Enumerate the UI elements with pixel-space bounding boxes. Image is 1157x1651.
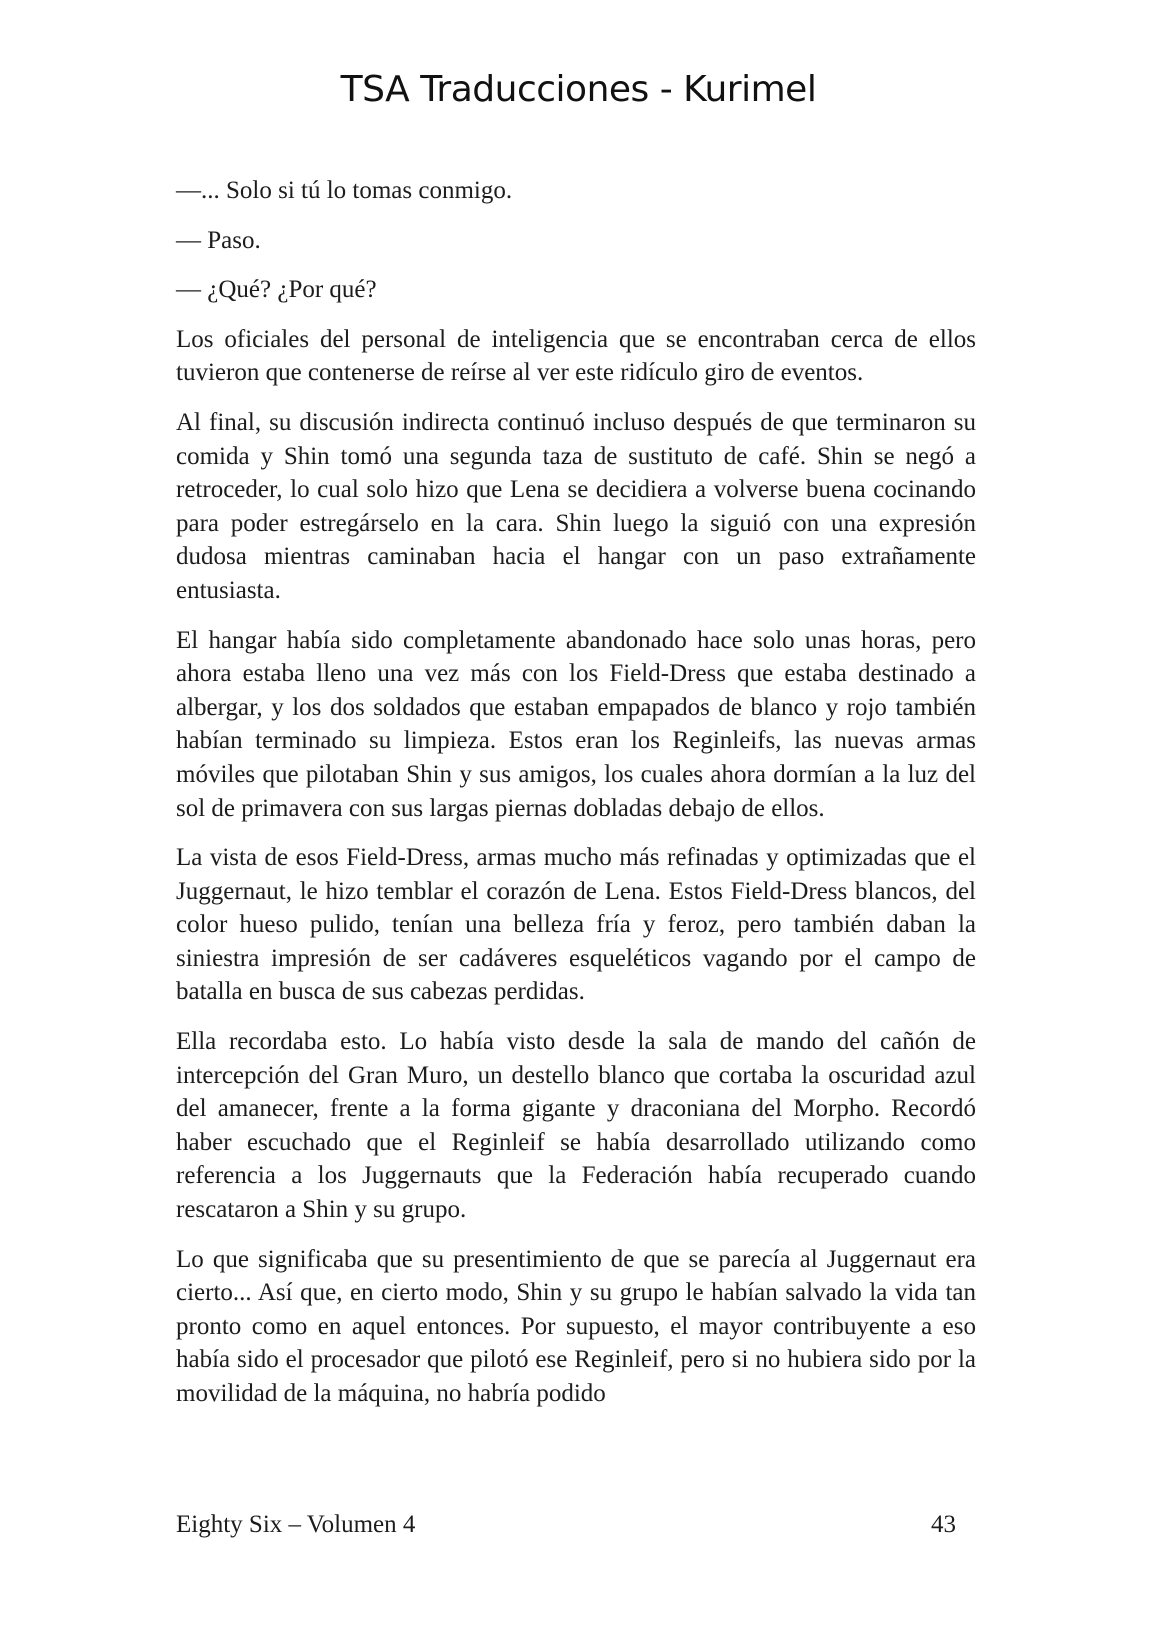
paragraph-memory: Ella recordaba esto. Lo había visto desde la sala de mando del cañón de intercepción del Gran Muro, un destello blanco que cortaba la oscuridad azul del amanecer, frente a la forma gigante y draconiana del Morpho. Recordó haber escuchado que el Reginleif se había desarrollado utilizando como referencia a los Juggernauts que la Federación había recuperado cuando rescataron a Shin y su grupo. <box>176 1028 976 1224</box>
paragraph-dialogue-3: — ¿Qué? ¿Por qué? <box>176 276 377 304</box>
footer-page-number: 43 <box>931 1511 956 1538</box>
body-text <box>176 174 976 1427</box>
paragraph-officials: Los oficiales del personal de inteligencia que se encontraban cerca de ellos tuvieron que contenerse de reírse al ver este ridículo giro de eventos. <box>176 325 976 387</box>
page-header-title: TSA Traducciones - Kurimel <box>340 69 817 110</box>
paragraph-dialogue-2: — Paso. <box>176 226 261 254</box>
paragraph-presentiment: Lo que significaba que su presentimiento de que se parecía al Juggernaut era cierto... Así que, en cierto modo, Shin y su grupo le habían salvado la vida tan pronto como en aquel entonces. Por supuesto, el mayor contribuyente a eso había sido el procesador que pilotó ese Reginleif, pero si no hubiera sido por la movilidad de la máquina, no habría podido <box>176 1245 976 1407</box>
footer-volume-title: Eighty Six – Volumen 4 <box>176 1511 416 1538</box>
paragraph-field-dress: La vista de esos Field-Dress, armas mucho más refinadas y optimizadas que el Juggernaut, le hizo temblar el corazón de Lena. Estos Field-Dress blancos, del color hueso pulido, tenían una belleza fría y feroz, pero también daban la siniestra impresión de ser cadáveres esqueléticos vagando por el campo de batalla en busca de sus cabezas perdidas. <box>176 844 976 1006</box>
paragraph-dialogue-1: —... Solo si tú lo tomas conmigo. <box>176 177 513 204</box>
paragraph-hangar: El hangar había sido completamente abandonado hace solo unas horas, pero ahora estaba lleno una vez más con los Field-Dress que estaba destinado a albergar, y los dos soldados que estaban empapados de blanco y rojo también habían terminado su limpieza. Estos eran los Reginleifs, las nuevas armas móviles que pilotaban Shin y sus amigos, los cuales ahora dormían a la luz del sol de primavera con sus largas piernas dobladas debajo de ellos. <box>176 626 976 822</box>
paragraph-discussion: Al final, su discusión indirecta continuó incluso después de que terminaron su comida y Shin tomó una segunda taza de sustituto de café. Shin se negó a retroceder, lo cual solo hizo que Lena se decidiera a volverse buena cocinando para poder estregárselo en la cara. Shin luego la siguió con una expresión dudosa mientras caminaban hacia el hangar con un paso extrañamente entusiasta. <box>176 408 976 604</box>
